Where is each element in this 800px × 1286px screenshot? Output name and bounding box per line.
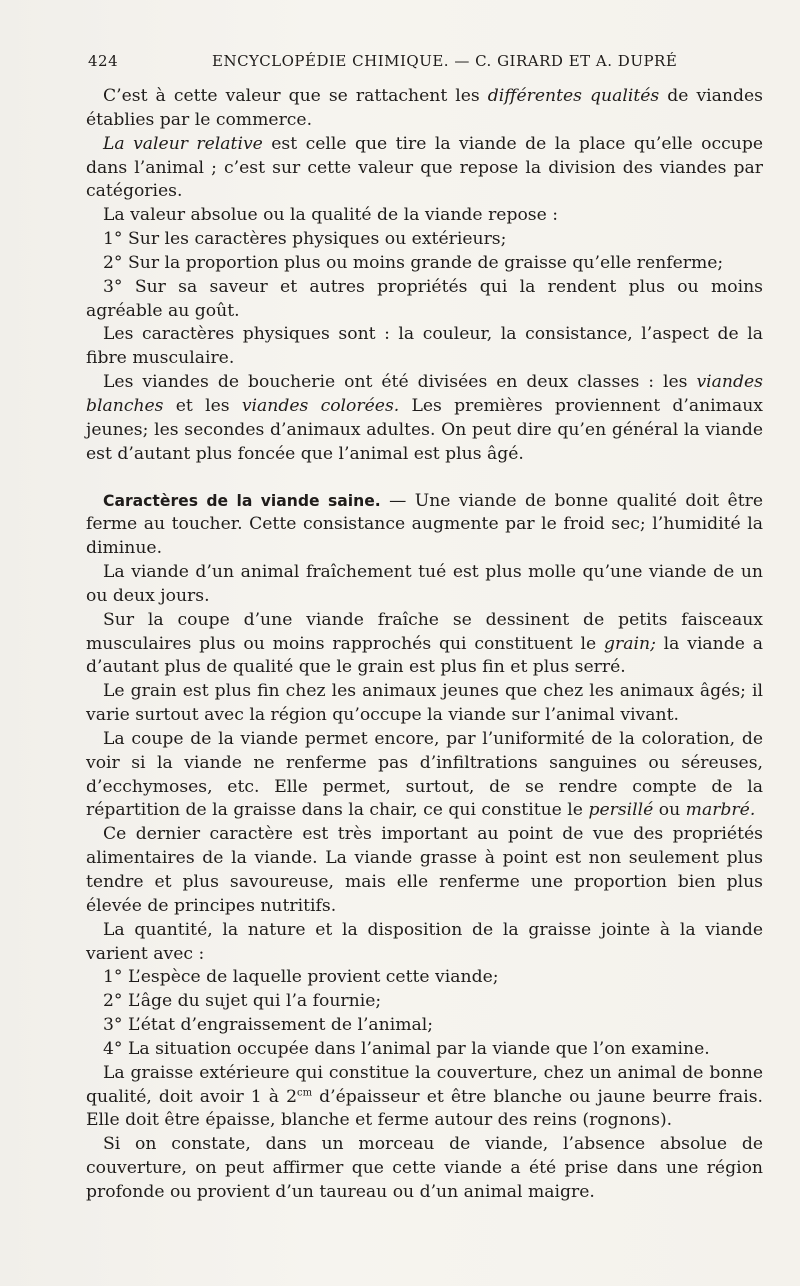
page-body [86,85,763,1205]
paragraph: Les caractères physiques sont : la couleur, la consistance, l’aspect de la fibre musculaire. [86,324,763,369]
paragraph: La valeur absolue ou la qualité de la viande repose : [103,205,559,226]
list-item: 2° L’âge du sujet qui l’a fournie; [103,991,382,1012]
page-number: 424 [88,52,119,70]
section-heading: Caractères de la viande saine. [103,491,381,510]
running-header [88,52,758,76]
paragraph: C’est à cette valeur que se rattachent les différentes qualités de viandes établies par le commerce. [86,86,763,130]
paragraph: Sur la coupe d’une viande fraîche se dessinent de petits faisceaux musculaires plus ou moins rapprochés qui constituent le grain; la viande a d’autant plus de qualité que le grain est plus fin et plus serré. [86,609,763,678]
list-item: 1° Sur les caractères physiques ou extérieurs; [103,229,507,250]
paragraph: Si on constate, dans un morceau de viande, l’absence absolue de couverture, on peut affirmer que cette viande a été prise dans une région profonde ou provient d’un taureau ou d’un animal maigre. [86,1134,763,1202]
paragraph: Le grain est plus fin chez les animaux jeunes que chez les animaux âgés; il varie surtout avec la région qu’occupe la viande sur l’animal vivant. [86,681,763,726]
list-item: 3° L’état d’engraissement de l’animal; [103,1015,434,1036]
paragraph: La viande d’un animal fraîchement tué est plus molle qu’une viande de un ou deux jours. [86,562,763,606]
paragraph: Les viandes de boucherie ont été divisées en deux classes : les viandes blanches et les viandes colorées. Les premières proviennent d’animaux jeunes; les secondes d’animaux adultes. On peut dire qu’en général la viande est d’autant plus foncée que l’animal est plus âgé. [86,372,763,464]
list-item: 4° La situation occupée dans l’animal par la viande que l’on examine. [103,1038,710,1059]
paragraph: La valeur relative est celle que tire la viande de la place qu’elle occupe dans l’animal ; c’est sur cette valeur que repose la division des viandes par catégories. [86,133,763,202]
list-item: 3° Sur sa saveur et autres propriétés qui la rendent plus ou moins agréable au goût. [86,276,763,321]
paragraph: Ce dernier caractère est très important au point de vue des propriétés alimentaires de la viande. La viande grasse à point est non seulement plus tendre et plus savoureuse, mais elle renferme une proportion bien plus élevée de principes nutritifs. [86,824,763,916]
list-item: 2° Sur la proportion plus ou moins grande de graisse qu’elle renferme; [103,252,724,273]
paragraph: La graisse extérieure qui constitue la couverture, chez un animal de bonne qualité, doit avoir 1 à $2^{cm}$ d’épaisseur et être blanche ou jaune beurre frais. Elle doit être épaisse, blanche et ferme autour des reins (rognons). [86,1062,763,1131]
list-item: 1° L’espèce de laquelle provient cette viande; [103,967,499,988]
paragraph: La quantité, la nature et la disposition de la graisse jointe à la viande varient avec : [86,919,763,964]
running-title: ENCYCLOPÉDIE CHIMIQUE. — C. GIRARD ET A. DUPRÉ [212,52,678,70]
paragraph: La coupe de la viande permet encore, par l’uniformité de la coloration, de voir si la viande ne renferme pas d’infiltrations sanguines ou séreuses, d’ecchymoses, etc. Elle permet, surtout, de se rendre compte de la répartition de la graisse dans la chair, ce qui constitue le persillé ou marbré. [86,728,763,821]
section-paragraph: Caractères de la viande saine. — Une viande de bonne qualité doit être ferme au toucher. Cette consistance augmente par le froid sec; l’humidité la diminue. [86,490,764,559]
